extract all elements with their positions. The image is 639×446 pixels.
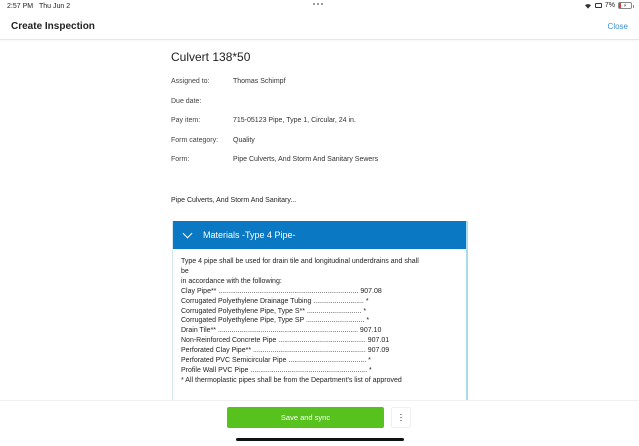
- panel-body: [173, 249, 466, 386]
- panel-line: be: [181, 267, 189, 275]
- chevron-down-icon: [183, 228, 193, 238]
- field-row-assigned: [171, 78, 471, 98]
- section-title: Pipe Culverts, And Storm And Sanitary...: [171, 197, 297, 204]
- panel-line: Corrugated Polyethylene Pipe, Type S** ............................ *: [181, 307, 367, 315]
- wifi-icon: [584, 3, 592, 9]
- screen-mirror-icon: [595, 3, 602, 8]
- panel-line: Perforated Clay Pipe** .......................................................... 907.09: [181, 347, 390, 355]
- nav-bar: [0, 14, 639, 40]
- field-label: Due date:: [171, 97, 202, 105]
- panel-line: Corrugated Polyethylene Pipe, Type SP .............................. *: [181, 317, 370, 325]
- field-row-form: [171, 156, 471, 176]
- more-options-button[interactable]: [391, 407, 411, 428]
- field-label: Form category:: [171, 136, 219, 144]
- save-and-sync-button[interactable]: Save and sync: [227, 407, 384, 428]
- inspection-details: [171, 50, 471, 176]
- materials-panel-header[interactable]: [173, 221, 466, 249]
- panel-header-label: Materials -Type 4 Pipe-: [203, 230, 296, 240]
- more-vertical-icon-dot: [400, 420, 402, 422]
- panel-line: Corrugated Polyethylene Drainage Tubing .......................... *: [181, 297, 369, 305]
- field-label: Assigned to:: [171, 78, 210, 85]
- field-value: Quality: [233, 136, 255, 144]
- field-value: 715-05123 Pipe, Type 1, Circular, 24 in.: [233, 117, 356, 124]
- panel-line: Type 4 pipe shall be used for drain tile and longitudinal underdrains and shall: [181, 258, 419, 265]
- status-date: Thu Jun 2: [39, 3, 71, 10]
- more-vertical-icon-dot: [400, 417, 402, 419]
- panel-line: Perforated PVC Semicircular Pipe ........................................ *: [181, 357, 371, 365]
- battery-percent: 7%: [604, 2, 615, 9]
- panel-line: Clay Pipe** ........................................................................ 907.08: [181, 287, 382, 295]
- materials-panel: [172, 221, 468, 401]
- field-value: Thomas Schimpf: [233, 78, 286, 85]
- field-label: Pay item:: [171, 117, 201, 124]
- battery-charging-icon: ⚡: [618, 2, 632, 9]
- panel-line: * All thermoplastic pipes shall be from the Department's list of approved: [181, 376, 402, 384]
- panel-line: Drain Tile** ........................................................................ 907.10: [181, 327, 382, 335]
- field-row-due-date: [171, 98, 471, 118]
- multitasking-dots-icon[interactable]: [313, 3, 323, 5]
- field-label: Form:: [171, 156, 190, 163]
- more-vertical-icon: [400, 414, 402, 416]
- panel-line: Non-Reinforced Concrete Pipe ............................................. 907.01: [181, 337, 390, 345]
- footer-bar: [0, 400, 639, 446]
- home-indicator[interactable]: [236, 438, 404, 441]
- field-row-pay-item: [171, 117, 471, 137]
- page-title: Create Inspection: [11, 21, 95, 32]
- status-bar: [0, 0, 639, 14]
- panel-line: in accordance with the following:: [181, 277, 282, 285]
- status-time: 2:57 PM: [7, 3, 34, 10]
- field-row-form-category: [171, 137, 471, 157]
- panel-line: Profile Wall PVC Pipe ............................................................ *: [181, 366, 372, 374]
- field-value: Pipe Culverts, And Storm And Sanitary Sewers: [233, 156, 379, 163]
- inspection-title: Culvert 138*50: [171, 50, 251, 64]
- close-button[interactable]: Close: [607, 22, 628, 31]
